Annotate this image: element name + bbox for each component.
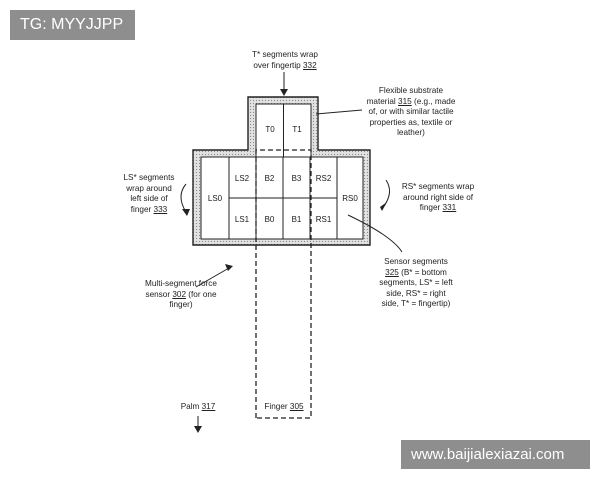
arrowhead-palm <box>194 426 202 433</box>
segment-b1: B1 <box>291 215 302 224</box>
segment-ls0: LS0 <box>207 194 223 203</box>
segment-rs2: RS2 <box>315 174 332 183</box>
segment-rs0: RS0 <box>342 194 358 203</box>
annotation-palm: Palm 317 <box>180 402 216 411</box>
arrowhead-t <box>280 89 288 96</box>
arc-rs-wrap <box>384 180 390 206</box>
arrowhead-rs <box>380 202 387 211</box>
segment-t1: T1 <box>292 125 302 134</box>
watermark-top-badge: TG: MYYJJPP <box>10 10 135 40</box>
sensor-area <box>201 104 363 239</box>
segment-b3: B3 <box>291 174 302 183</box>
annotation-finger: Finger 305 <box>264 402 304 411</box>
annotation-multi-segment-sensor: Multi-segment force sensor 302 (for one finger) <box>145 279 217 309</box>
segment-b0: B0 <box>264 215 275 224</box>
segment-ls1: LS1 <box>234 215 250 224</box>
annotation-t-wrap: T* segments wrap over fingertip 332 <box>252 50 318 70</box>
annotation-ls-wrap: LS* segments wrap around left side of finger 333 <box>123 173 175 214</box>
segment-ls2: LS2 <box>234 174 250 183</box>
annotation-sensor-segments: Sensor segments 325 (B* = bottom segments, LS* = left side, RS* = right side, T* = fingertip) <box>379 257 453 308</box>
watermark-bottom-badge: www.baijialexiazai.com <box>401 440 590 469</box>
segment-t0: T0 <box>265 125 275 134</box>
arrowhead-ls <box>182 209 190 216</box>
annotation-rs-wrap: RS* segments wrap around right side of finger 331 <box>401 182 475 212</box>
annotation-flexible-substrate: Flexible substrate material 315 (e.g., made of, or with similar tactile properties as, textile or leather) <box>366 86 456 137</box>
segment-rs1: RS1 <box>315 215 332 224</box>
segment-b2: B2 <box>264 174 275 183</box>
